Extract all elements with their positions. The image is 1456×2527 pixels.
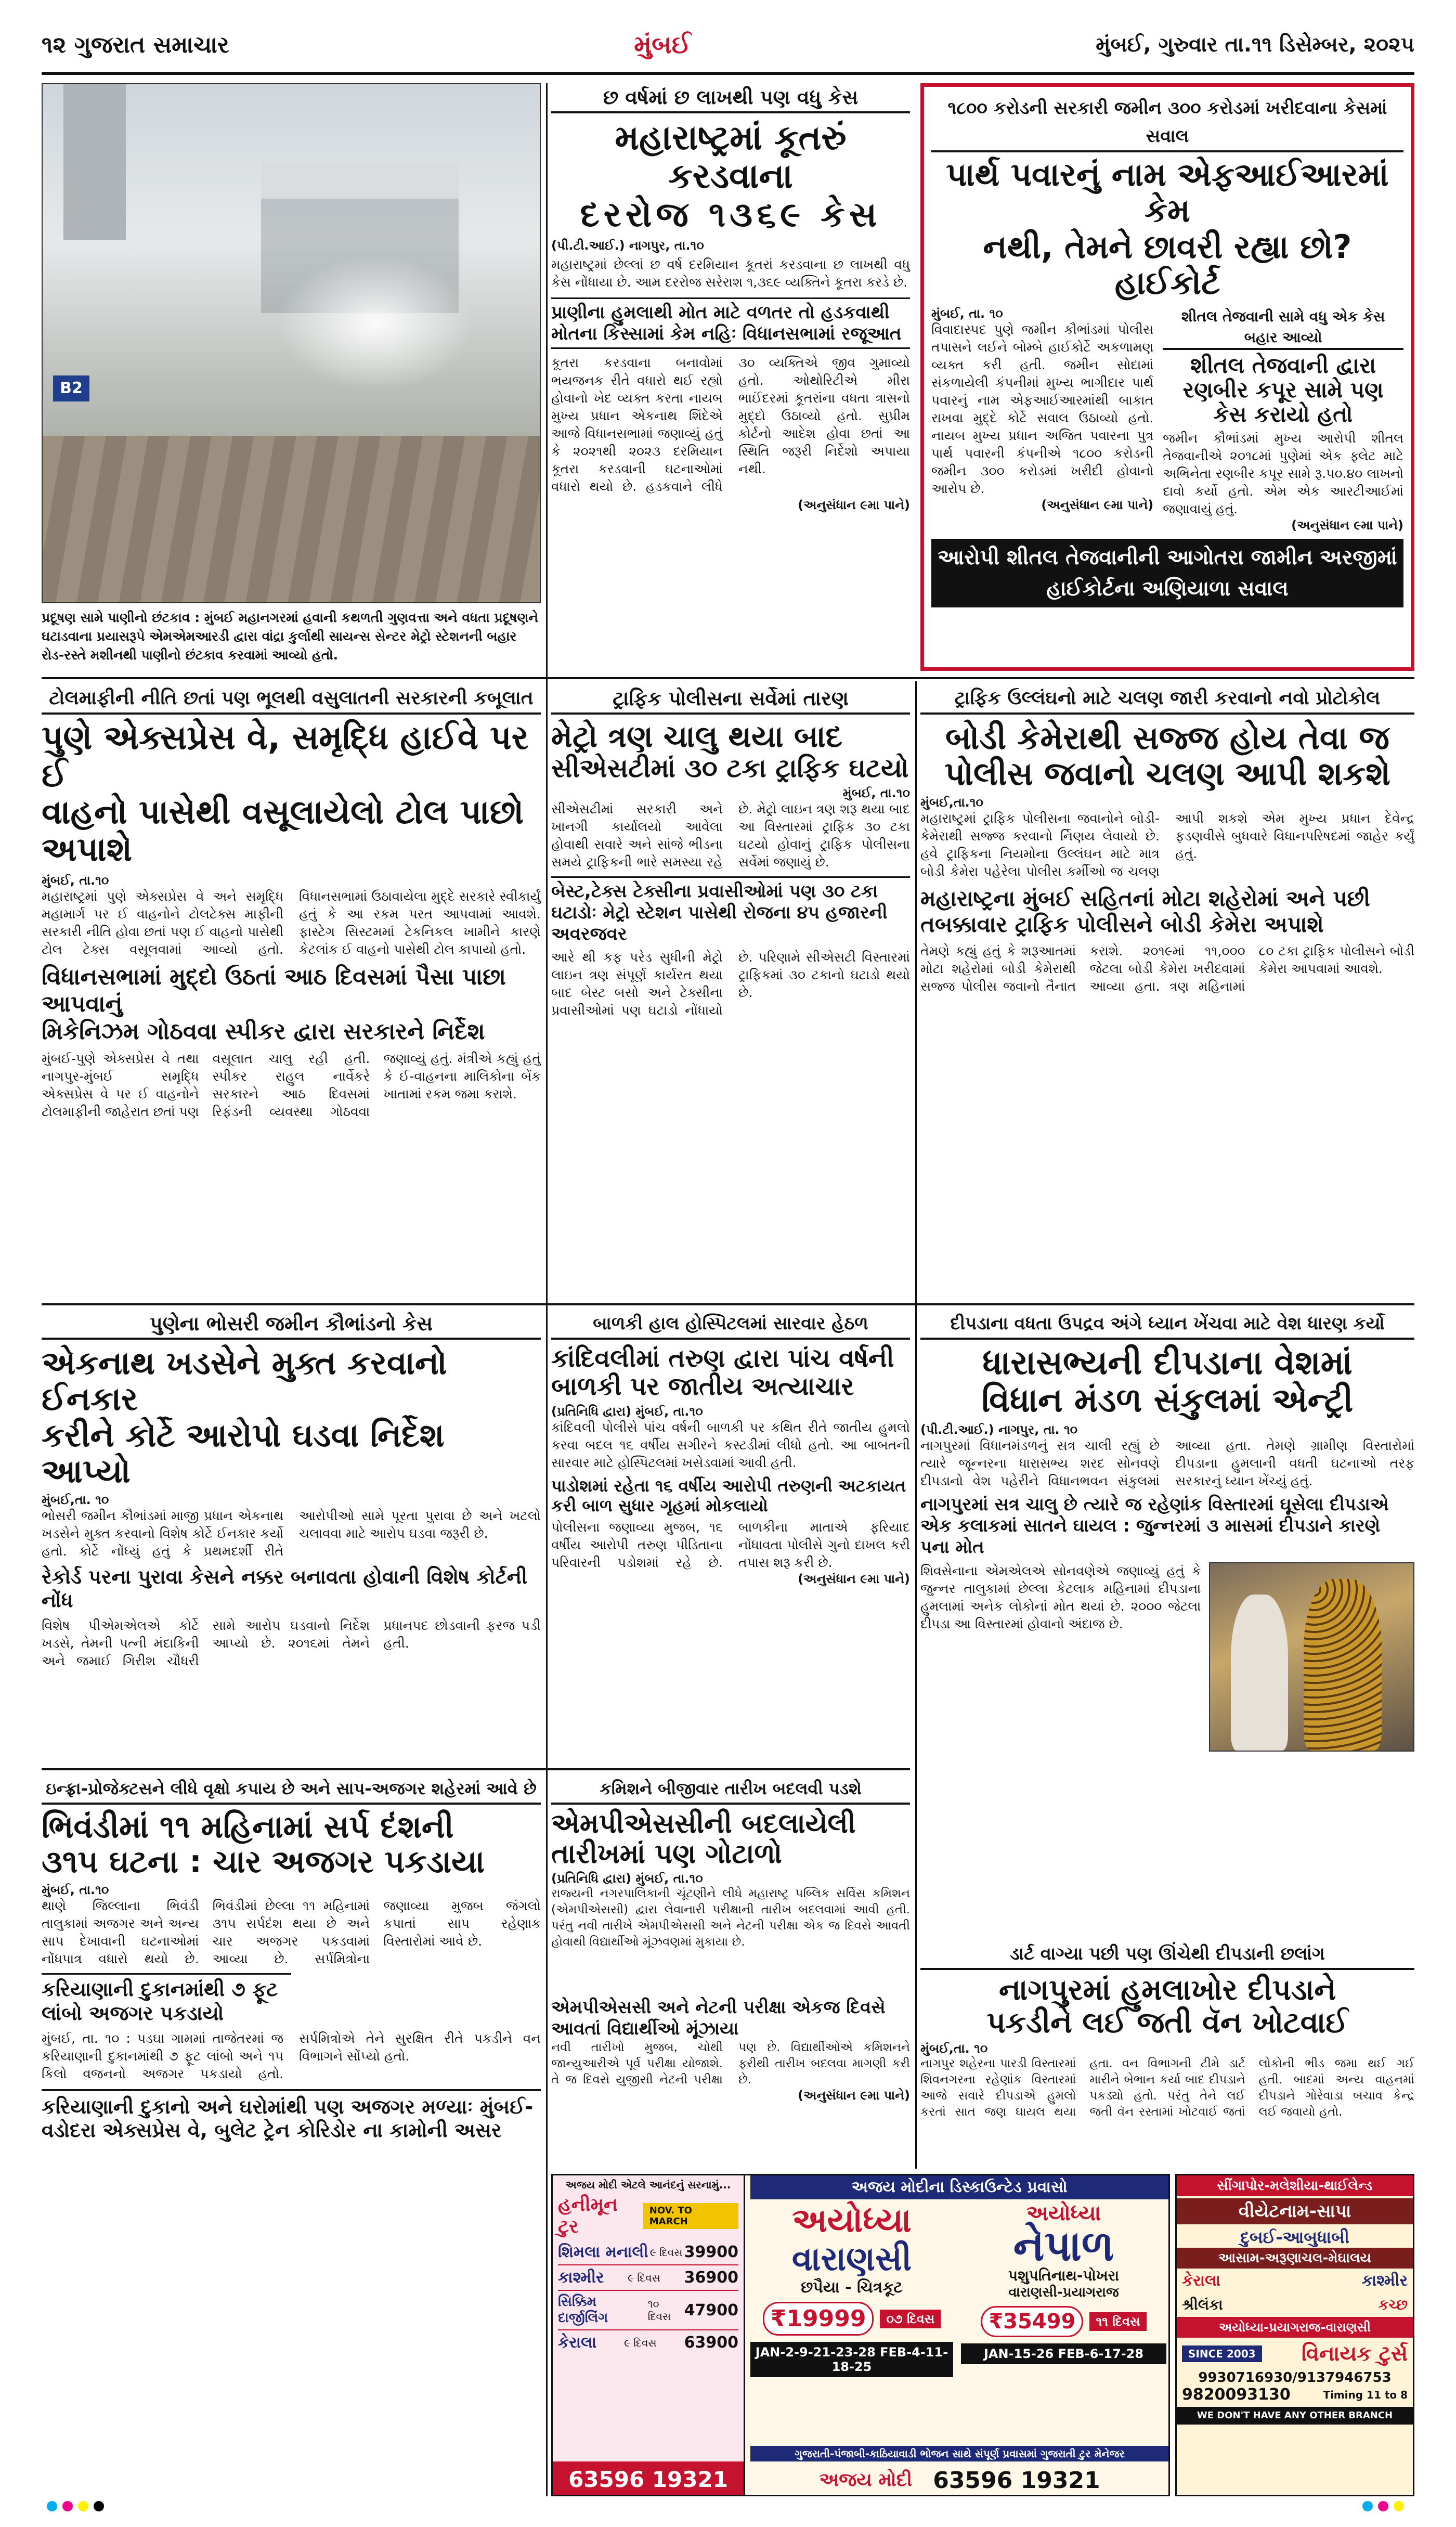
package-title: વારાણસી: [791, 2240, 912, 2278]
subhead: પ્રાણીના હુમલાથી મોત માટે વળતર તો હડકવાથી મોતના કિસ્સામાં કેમ નહિઃ વિધાનસભામાં રજૂઆત: [551, 297, 910, 349]
headline: પોલીસ જવાનો ચલણ આપી શકશે: [944, 755, 1390, 793]
road-sign: B2: [53, 375, 89, 401]
ad-destination: સીંગાપોર-મલેશીયા-થાઈલેન્ડ: [1177, 2175, 1413, 2196]
ad-destination: આસામ-અરૂણાચલ-મેઘાલય: [1177, 2248, 1413, 2269]
registration-dot: [1394, 2501, 1404, 2511]
headline: વાહનો પાસેથી વસૂલાયેલો ટોલ પાછો અપાશે: [42, 793, 524, 870]
subhead: એમપીએસસી અને નેટની પરીક્ષા એકજ દિવસે આવતાં વિદ્યાર્થીઓ મૂંઝાયા: [551, 1997, 886, 2039]
section-title: મુંબઈ: [634, 30, 691, 59]
subhead: કરિયાણાની દુકાનમાંથી ૭ ફૂટ લાંબો અજગર પકડાયો: [42, 1973, 291, 2025]
package-title: અયોધ્યા: [1026, 2201, 1101, 2225]
story-dog-bites: [551, 83, 910, 671]
tour-days: ૧૦ દિવસ: [647, 2298, 671, 2323]
sub-kicker: શીતલ તેજવાની સામે વધુ એક કેસ બહાર આવ્યો: [1163, 306, 1403, 350]
tour-days: ૯ દિવસ: [628, 2271, 660, 2284]
sub-body-text: જમીન કૌભાંડમાં મુખ્ય આરોપી શીતલ તેજવાનીએ ૨૦૧૮માં પુણેમાં એક ફ્લેટ માટે અભિનેતા રણબીર કપૂર સામે રૂ.૫૦.૪૦ લાખનો દાવો કર્યો હતો. એમ એક આરટીઆઈમાં જણાવાયું હતું.: [1163, 430, 1403, 516]
tour-name: સિક્કિમ દાર્જીલિંગ: [558, 2294, 608, 2326]
story-khadse: [42, 1310, 541, 1762]
headline: એમપીએસસીની બદલાયેલી: [551, 1808, 856, 1839]
byline: મુંબઈ,તા. ૧૦: [920, 2041, 988, 2056]
kicker: ટ્રાફિક ઉલ્લંઘનો માટે ચલણ જારી કરવાનો નવો પ્રોટોકોલ: [920, 684, 1414, 715]
tour-price: 47900: [684, 2301, 738, 2319]
photo-water-sprinkling: [42, 83, 541, 603]
byline: (પી.ટી.આઈ.) નાગપુર, તા. ૧૦: [920, 1422, 1078, 1437]
row-rule: [42, 1768, 910, 1770]
ad-phone: 63596 19321: [553, 2461, 744, 2496]
ad-destination: કેરાલા: [1182, 2272, 1221, 2290]
tour-days: ૯ દિવસ: [624, 2336, 657, 2349]
byline: (પ્રતિનિધિ દ્વારા) મુંબઈ, તા.૧૦: [551, 1871, 703, 1886]
body-text: મહારાષ્ટ્રમાં ટ્રાફિક પોલીસના જવાનોને બોડી-કેમેરાથી સજ્જ કરવાનો ર્નિણય લેવાયો છે. હવે ટ્રાફિકના નિયમોના ઉલ્લંઘન માટે માત્ર બોડી કેમેરા પહેરેલા પોલીસ કર્મીઓ જ ચલણ આપી શકશે એમ મુખ્ય પ્રધાન દેવેન્દ્ર ફડણવીસે બુધવારે વિધાનપરિષદમાં જાહેર કર્યું હતું.: [920, 810, 1414, 879]
kicker: દીપડાના વધતા ઉપદ્રવ અંગે ધ્યાન ખેંચવા માટે વેશ ધારણ કર્યો: [920, 1310, 1414, 1340]
headline: કાંદિવલીમાં તરુણ દ્વારા પાંચ વર્ષની: [551, 1344, 894, 1373]
headline: કરીને કોર્ટે આરોપો ઘડવા નિર્દેશ આપ્યો: [42, 1416, 445, 1491]
story-mpsc-continued: [551, 1997, 910, 2122]
leopard-costume-shape: [1304, 1579, 1382, 1751]
body-text: વિશેષ પીએમએલએ કોર્ટે ખડસે, તેમની પત્ની મંદાકિની અને જમાઈ ગિરીશ ચૌધરી સામે આરોપ ઘડવાનો નિર્દેશ આપ્યો છે. ૨૦૧૬માં તેમને પ્રધાનપદ છોડવાની ફરજ પડી હતી.: [42, 1617, 541, 1668]
page-number: ૧૨ ગુજરાત સમાચાર: [42, 31, 229, 58]
package-title: અયોધ્યા: [792, 2201, 912, 2240]
honeymoon-title: હનીમૂન ટુર: [558, 2194, 618, 2237]
headline: દરરોજ ૧૩૬૯ કેસ: [580, 194, 881, 235]
tour-price: 39900: [684, 2243, 738, 2261]
person-shape: [1231, 1595, 1288, 1751]
registration-dot: [1362, 2501, 1373, 2511]
kicker: ઇન્ફ્રા-પ્રોજેક્ટસને લીધે વૃક્ષો કપાય છે અને સાપ-અજગર શહેરમાં આવે છે: [42, 1774, 541, 1805]
body-text: થાણે જિલ્લાના ભિવંડી તાલુકામાં અજગર અને અન્ય સાપ દેખાવાની ઘટનાઓમાં નોંધપાત્ર વધારો થયો છે. ભિવંડીમાં છેલ્લા ૧૧ મહિનામાં ૩૧૫ સર્પદંશ થયા છે અને ચાર અજગર પકડવામાં આવ્યા છે. સર્પમિત્રોના જણાવ્યા મુજબ જંગલો કપાતાં સાપ રહેણાક વિસ્તારોમાં આવે છે.: [42, 1898, 541, 1967]
tour-days: ૯ દિવસ: [649, 2246, 683, 2259]
headline: એકનાથ ખડસેને મુક્ત કરવાનો ઈનકાર: [42, 1344, 447, 1418]
headline: મહારાષ્ટ્રમાં કૂતરું કરડવાના: [615, 118, 847, 196]
tour-name: કાશ્મીર: [558, 2269, 604, 2287]
kicker: ૧૮૦૦ કરોડની સરકારી જમીન ૩૦૦ કરોડમાં ખરીદવાના કેસમાં સવાલ: [931, 94, 1403, 152]
footer-headline: કરિયાણાની દુકાનો અને ઘરોમાંથી પણ અજગર મળ્યાઃ મુંબઈ-વડોદરા એક્સપ્રેસ વે, બુલેટ ટ્રેન કોરિડોર ના કામોની અસર: [42, 2089, 541, 2143]
story-bhiwandi-snakes: [42, 1774, 541, 2497]
kicker: ડાર્ટ વાગ્યા પછી પણ ઊંચેથી દીપડાની છલાંગ: [920, 1940, 1414, 1970]
masthead: [42, 21, 1414, 69]
ad-destination: અયોધ્યા-પ્રયાગરાજ-વારાણસી: [1177, 2317, 1413, 2338]
body-text: કાંદિવલી પોલીસે પાંચ વર્ષની બાળકી પર કથિત રીતે જાતીય હુમલો કરવા બદલ ૧૬ વર્ષીય સગીરને કસ્ટડીમાં લીધો હતો. આ બાબતની સારવાર માટે હોસ્પિટલમાં ખસેડવામાં આવી હતી.: [551, 1419, 910, 1470]
story-leopard-mla: [920, 1310, 1414, 1934]
column-rule: [546, 83, 548, 2496]
kicker: છ વર્ષમાં છ લાખથી પણ વધુ કેસ: [551, 83, 910, 113]
honeymoon-dates: NOV. TO MARCH: [643, 2203, 738, 2229]
column-rule: [915, 681, 917, 2169]
tour-price: 36900: [684, 2269, 738, 2287]
headline: પુણે એક્સપ્રેસ વે, સમૃદ્ધિ હાઈવે પર ઈ: [42, 719, 529, 795]
byline: મુંબઈ,તા.૧૦: [920, 795, 983, 810]
headline: પકડીને લઈ જતી વૅન ખોટવાઈ: [986, 2005, 1348, 2040]
package-dates: JAN-15-26 FEB-6-17-28: [961, 2343, 1166, 2364]
body-text: નાગપુરમાં વિધાનમંડળનું સત્ર ચાલી રહ્યું છે ત્યારે જૂન્નરના ધારાસભ્ય શરદ સોનવણે દીપડાનો વેશ પહેરીને વિધાનભવન સંકુલમાં આવ્યા હતા. તેમણે ગ્રામીણ વિસ્તારોમાં દીપડાના હુમલાની વધતી ઘટનાઓ તરફ સરકારનું ધ્યાન ખેંચ્યું હતું.: [920, 1438, 1414, 1489]
subhead: નાગપુરમાં સત્ર ચાલુ છે ત્યારે જ રહેણાંક વિસ્તારમાં ઘૂસેલા દીપડાએ એક કલાકમાં સાતને ઘાયલ : જુન્નરમાં ૩ માસમાં દીપડાને કારણે પના મોત: [920, 1494, 1389, 1558]
byline: (પી.ટી.આઈ.) નાગપુર, તા.૧૦: [551, 238, 704, 253]
continued-label: (અનુસંધાન ૯મા પાને): [798, 498, 910, 513]
package-days: ૦૭ દિવસ: [880, 2310, 941, 2328]
story-nagpur-leopard-van: [920, 1940, 1414, 2169]
body-text: મુંબઈ-પુણે એક્સપ્રેસ વે તથા નાગપુર-મુંબઈ સમૃદ્ધિ એક્સપ્રેસ વે પર ઈ વાહનોને ટોલમાફીની જાહેરાત છતાં પણ વસૂલાત ચાલુ રહી હતી. સ્પીકર રાહુલ નાર્વેકરે સરકારને આઠ દિવસમાં રિફંડની વ્યવસ્થા ગોઠવવા જણાવ્યું હતું. મંત્રીએ કહ્યું હતું કે ઈ-વાહનના માલિકોના બેંક ખાતામાં રકમ જમા કરાશે.: [42, 1051, 541, 1120]
ad-ayodhya-package: [750, 2201, 953, 2441]
body-text: તેમણે કહ્યું હતું કે શરૂઆતમાં મોટા શહેરોમાં બોડી કેમેરાથી સજ્જ પોલીસ જવાનો તૈનાત કરાશે. ૨૦૧૯માં ૧૧,૦૦૦ જેટલા બોડી કેમેરા ખરીદવામાં આવ્યા હતા. ત્રણ મહિનામાં ૮૦ ટકા ટ્રાફિક પોલીસને બોડી કેમેરા આપવામાં આવશે.: [920, 943, 1414, 994]
building-shape: [63, 84, 126, 240]
headline: બોડી કેમેરાથી સજ્જ હોય તેવા જ: [945, 719, 1389, 757]
masthead-rule: [42, 72, 1414, 75]
ad-destination: શ્રીલંકા: [1182, 2296, 1223, 2313]
row-rule: [42, 677, 1414, 679]
subhead: રેકોર્ડ પરના પુરાવા કેસને નક્કર બનાવતા હોવાની વિશેષ કોર્ટની નોંધ: [42, 1565, 527, 1612]
photo-mla-in-leopard-costume: [1209, 1562, 1414, 1752]
registration-dot: [78, 2501, 88, 2511]
ad-timing: Timing 11 to 8: [1323, 2388, 1408, 2401]
registration-dot: [1378, 2501, 1388, 2511]
ad-footer-note: ગુજરાતી-પંજાબી-કાઠિયાવાડી ભોજન સાથે સંપૂર્ણ પ્રવાસમાં ગુજરાતી ટુર મેનેજર: [750, 2446, 1169, 2461]
story-metro-traffic: [551, 684, 910, 1298]
byline: મુંબઈ,તા. ૧૦: [42, 1492, 109, 1507]
tour-price: 63900: [684, 2334, 738, 2352]
ad-nepal-package: [961, 2201, 1166, 2441]
headline: નાગપુરમાં હુમલાખોર દીપડાને: [998, 1973, 1336, 2007]
continued-label: (અનુસંધાન ૯મા પાને): [1291, 517, 1403, 533]
registration-dot: [94, 2501, 104, 2511]
headline: મેટ્રો ત્રણ ચાલુ થયા બાદ: [551, 719, 843, 754]
subhead: મિકેનિઝમ ગોઠવવા સ્પીકર દ્વારા સરકારને નિર્દેશ: [42, 1018, 485, 1045]
package-days: ૧૧ દિવસ: [1089, 2312, 1146, 2331]
ad-honeymoon-panel: [553, 2175, 745, 2496]
package-subtitle: પશુપતિનાથ-પોખરા: [1008, 2267, 1120, 2284]
body-text: નવી તારીખો મુજબ, ચોથી જાન્યુઆરીએ પૂર્વ પરીક્ષા યોજાશે. તે જ દિવસે યુજીસી નેટની પરીક્ષા પણ છે. વિદ્યાર્થીઓએ કમિશનને ફરીથી તારીખ બદલવા માગણી કરી છે.: [551, 2040, 910, 2087]
ad-destination: કચ્છ: [1378, 2296, 1408, 2313]
body-text: ભોસરી જમીન કૌભાંડમાં માજી પ્રધાન એકનાથ ખડસેને મુક્ત કરવાનો વિશેષ કોર્ટે ઈનકાર કર્યો હતો. કોર્ટે નોંધ્યું હતું કે પ્રથમદર્શી રીતે આરોપીઓ સામે પૂરતા પુરાવા છે અને ખટલો ચલાવવા માટે આરોપ ઘડવા જરૂરી છે.: [42, 1508, 541, 1559]
ad-destination: દુબઈ-આબુધાબી: [1240, 2227, 1349, 2247]
ad-destination: વીયેટનામ-સાપા: [1177, 2198, 1413, 2224]
headline: વિધાન મંડળ સંકુલમાં એન્ટ્રી: [981, 1381, 1354, 1420]
package-subtitle: છપૈયા - ચિત્રકૂટ: [801, 2278, 903, 2297]
ad-strip: અજય મોદીના ડિસ્કાઉન્ટેડ પ્રવાસો: [750, 2175, 1168, 2199]
story-mpsc: [551, 1774, 910, 1993]
subhead: વિધાનસભામાં મુદ્દો ઉઠતાં આઠ દિવસમાં પૈસા પાછા આપવાનું: [42, 963, 506, 1018]
package-price: ₹35499: [981, 2306, 1083, 2337]
kicker: કમિશને બીજીવાર તારીખ બદલવી પડશે: [551, 1774, 910, 1805]
ad-tagline: WE DON'T HAVE ANY OTHER BRANCH: [1177, 2407, 1413, 2425]
headline: તારીખમાં પણ ગોટાળો: [551, 1838, 782, 1870]
body-text: નાગપુર શહેરના પારડી વિસ્તારમાં શિવનગરના રહેણાંક વિસ્તારમાં આજે સવારે દીપડાએ હુમલો કરતાં સાત જણ ઘાયલ થયા હતા. વન વિભાગની ટીમે ડાર્ટ મારીને બેભાન કર્યા બાદ દીપડાને પકડ્યો હતો. પરંતુ તેને લઈ જતી વૅન રસ્તામાં ખોટવાઈ જતાં લોકોની ભીડ જમા થઈ ગઈ હતી. બાદમાં અન્ય વાહનમાં દીપડાને ગોરેવાડા બચાવ કેન્દ્ર લઈ જવાયો હતો.: [920, 2057, 1414, 2119]
ad-phone: 9820093130: [1182, 2386, 1291, 2404]
registration-dot: [47, 2501, 57, 2511]
byline: મુંબઈ, તા.૧૦: [42, 1883, 109, 1898]
water-mist-shape: [277, 256, 474, 391]
continued-label: (અનુસંધાન ૯મા પાને): [798, 1572, 910, 1587]
ad-phone: 63596 19321: [933, 2467, 1100, 2494]
headline: પાર્થ પવારનું નામ એફઆઈઆરમાં કેમ: [946, 155, 1389, 230]
headline: ધારાસભ્યની દીપડાના વેશમાં: [982, 1344, 1353, 1382]
body-text: મુંબઈ, તા. ૧૦ : પડઘા ગામમાં તાજેતરમાં જ કરિયાણાની દુકાનમાંથી ૭ ફૂટ લાંબો અને ૧૫ કિલો વજનનો અજગર પકડાયો હતો. સર્પમિત્રોએ તેને સુરક્ષિત રીતે પકડીને વન વિભાગને સોંપ્યો હતો.: [42, 2030, 541, 2081]
kicker: ટોલમાફીની નીતિ છતાં પણ ભૂલથી વસુલાતની સરકારની કબૂલાત: [42, 684, 541, 715]
headline: ભિવંડીમાં ૧૧ મહિનામાં સર્પ દંશની: [42, 1809, 454, 1845]
kicker: ટ્રાફિક પોલીસના સર્વેમાં તારણ: [551, 684, 910, 715]
ad-brand: વિનાયક ટુર્સ: [1301, 2342, 1408, 2366]
ad-contact-name: અજય મોદી: [819, 2469, 913, 2491]
package-dates: JAN-2-9-21-23-28 FEB-4-11-18-25: [750, 2342, 953, 2377]
issue-date: મુંબઈ, ગુરુવાર તા.૧૧ ડિસેમ્બર, ૨૦૨૫: [1096, 33, 1414, 57]
body-text: રાજ્યની નગરપાલિકાની ચૂંટણીને લીધે મહારાષ્ટ્ર પબ્લિક સર્વિસ કમિશન (એમપીએસસી) દ્વારા લેવાનારી પરીક્ષાની તારીખ બદલવામાં આવી હતી. પરંતુ નવી તારીખે એમપીએસસી અને નેટની પરીક્ષા એક જ દિવસે આવતી હોવાથી વિદ્યાર્થીઓ મૂંઝવણમાં મુકાયા છે.: [551, 1887, 910, 1949]
package-title: નેપાળ: [1013, 2222, 1114, 2270]
photo-caption: પ્રદૂષણ સામે પાણીનો છંટકાવ : મુંબઈ મહાનગરમાં હવાની કથળતી ગુણવત્તા અને વધતા પ્રદૂષણને ઘટાડવાના પ્રયાસરૂપે એમએમઆરડી દ્વારા વાંદ્રા કુર્લાથી સાયન્સ સેન્ટર મેટ્રો સ્ટેશનની બહાર રોડ-રસ્તે મશીનથી પાણીનો છંટકાવ કરવામાં આવ્યો હતો.: [42, 610, 539, 663]
body-text: વિવાદાસ્પદ પુણે જમીન કૌભાંડમાં પોલીસ તપાસને લઈને બોમ્બે હાઈકોર્ટે અકળામણ વ્યક્ત કરી હતી. જમીન સોદામાં સંકળાયેલી કંપનીમાં મુખ્ય ભાગીદાર પાર્થ પવારનું નામ એફઆઈઆરમાંથી બાકાત રાખવા મુદ્દે કોર્ટે સવાલ ઉઠાવ્યો હતો. નાયબ મુખ્ય પ્રધાન અજિત પવારના પુત્ર પાર્થ પવારની કંપનીએ ૧૮૦૦ કરોડની જમીન ૩૦૦ કરોડમાં ખરીદી હોવાનો આરોપ છે.: [931, 321, 1154, 496]
continued-label: (અનુસંધાન ૯મા પાને): [1041, 497, 1154, 512]
kicker: પુણેના ભોસરી જમીન કૌભાંડનો કેસ: [42, 1310, 541, 1340]
headline: સીએસટીમાં ૩૦ ટકા ટ્રાફિક ઘટયો: [551, 753, 909, 783]
sub-headline: શીતલ તેજવાની દ્વારા રણબીર કપૂર સામે પણ કેસ કરાયો હતો: [1182, 352, 1384, 427]
continued-label: (અનુસંધાન ૯મા પાને): [798, 2088, 910, 2103]
body-text: શિવસેનાના એમએલએ સોનવણેએ જણાવ્યું હતું કે જુન્નર તાલુકામાં છેલ્લા કેટલાક મહિનામાં દીપડાના હુમલામાં અનેક લોકોનાં મોત થયાં છે. ૨૦૦૦ જેટલા દીપડા આ વિસ્તારમાં હોવાનો અંદાજ છે.: [920, 1563, 1201, 1631]
body-text: કૂતરા કરડવાના બનાવોમાં ભયજનક રીતે વધારો થઈ રહ્યો હોવાનો ખેદ વ્યક્ત કરતા નાયબ મુખ્ય પ્રધાન એકનાથ શિંદેએ આજે વિધાનસભામાં જણાવ્યું હતું કે ૨૦૨૧થી ૨૦૨૩ દરમિયાન કૂતરા કરડવાની ઘટનાઓમાં વધારો થયો છે. હડકવાને લીધે ૩૦ વ્યક્તિએ જીવ ગુમાવ્યો હતો. ઓથોરિટીએ મીરા ભાઈંદરમાં કૂતરાંના વધતા ત્રાસનો મુદ્દો ઉઠાવ્યો હતો. સુપ્રીમ કોર્ટનો આદેશ હોવા છતાં આ સ્થિતિ જરૂરી નિર્દેશો અપાયા નથી.: [551, 355, 910, 495]
ad-destination: કાશ્મીર: [1361, 2272, 1408, 2290]
intro-text: મહારાષ્ટ્રમાં છેલ્લાં છ વર્ષ દરમિયાન કૂતરાં કરડવાના છ લાખથી વધુ કેસ નોંધાયા છે. આમ દરરોજ સરેરાશ ૧,૩૬૯ વ્યક્તિને કૂતરા કરડે છે.: [551, 256, 910, 290]
ad-tagline: અજય મોદી એટલે આનંદનું સરનામું...: [565, 2179, 731, 2191]
footer-headline: આરોપી શીતલ તેજવાનીની આગોતરા જામીન અરજીમાં હાઈકોર્ટના અણિયાળા સવાલ: [931, 539, 1403, 607]
story-kandivali: [551, 1310, 910, 1762]
ad-ajay-modi-tours: [551, 2174, 1170, 2496]
ad-vinayak-tours: [1175, 2174, 1414, 2496]
byline: મુંબઈ, તા.૧૦: [42, 873, 109, 888]
road-shape: [43, 436, 540, 602]
tour-name: શિમલા મનાલી: [558, 2243, 648, 2261]
tour-name: કેરાલા: [558, 2334, 597, 2352]
subhead: પાડોશમાં રહેતા ૧૬ વર્ષીય આરોપી તરુણની અટકાયત કરી બાળ સુધાર ગૃહમાં મોકલાયો: [551, 1475, 906, 1515]
package-subtitle: વારાણસી-પ્રયાગરાજ: [1008, 2285, 1119, 2300]
ad-phone: 9930716930/9137946753: [1198, 2370, 1392, 2386]
package-price: ₹19999: [763, 2302, 874, 2336]
headline: ૩૧૫ ઘટના : ચાર અજગર પકડાયા: [42, 1844, 485, 1881]
body-text: પોલીસના જણાવ્યા મુજબ, ૧૬ વર્ષીય આરોપી તરુણ પીડિતાના પરિવારની પડોશમાં રહે છે. બાળકીના માતાએ ફરિયાદ નોંધાવતા પોલીસે ગુનો દાખલ કરી તપાસ શરૂ કરી છે.: [551, 1520, 910, 1571]
kicker: બાળકી હાલ હોસ્પિટલમાં સારવાર હેઠળ: [551, 1310, 910, 1340]
byline: મુંબઈ, તા.૧૦: [842, 785, 910, 800]
row-rule: [42, 1303, 1414, 1305]
byline: મુંબઈ, તા. ૧૦: [931, 306, 1003, 321]
body-text: મહારાષ્ટ્રમાં પુણે એક્સપ્રેસ વે અને સમૃદ્ધિ મહામાર્ગ પર ઈ વાહનોને ટોલટેક્સ માફીની સરકારી નીતિ હોવા છતાં પણ ઈ વાહનો પાસેથી ટોલ ટેક્સ વસૂલવામાં આવ્યો હતો. વિધાનસભામાં ઉઠાવાયેલા મુદ્દે સરકારે સ્વીકાર્યું હતું કે આ રકમ પરત આપવામાં આવશે. ફાસ્ટેગ સિસ્ટમમાં ટેકનિકલ ખામીને કારણે કેટલાંક ઈ વાહનો પાસેથી ટોલ કાપાયો હતો.: [42, 888, 541, 957]
byline: (પ્રતિનિધિ દ્વારા) મુંબઈ, તા.૧૦: [551, 1404, 703, 1419]
headline: બાળકી પર જાતીય અત્યાચાર: [551, 1371, 854, 1401]
registration-dot: [62, 2501, 73, 2511]
ad-since: SINCE 2003: [1182, 2345, 1262, 2362]
story-ev-toll: [42, 684, 541, 1298]
subhead: મહારાષ્ટ્રના મુંબઈ સહિતનાં મોટા શહેરોમાં અને પછી તબક્કાવાર ટ્રાફિક પોલીસને બોડી કેમેરા અપાશે: [920, 885, 1371, 938]
headline: નથી, તેમને છાવરી રહ્યા છો? હાઈકોર્ટ: [983, 227, 1352, 302]
subhead: બેસ્ટ,ટેક્સ ટેક્સીના પ્રવાસીઓમાં પણ ૩૦ ટકા ઘટાડોઃ મેટ્રો સ્ટેશન પાસેથી રોજના ૪૫ હજારની અવરજવર: [551, 876, 910, 944]
story-body-cameras: [920, 684, 1414, 1298]
story-parth-pawar: [920, 83, 1414, 671]
body-text: સીએસટીમાં સરકારી અને ખાનગી કાર્યાલયો આવેલા હોવાથી સવારે અને સાંજે ભીડના સમયે ટ્રાફિકની ભારે સમસ્યા રહે છે. મેટ્રો લાઇન ત્રણ શરૂ થયા બાદ આ વિસ્તારમાં ટ્રાફિક ૩૦ ટકા ઘટયો હોવાનું ટ્રાફિક પોલીસના સર્વેમાં જણાયું છે.: [551, 801, 910, 870]
body-text: આરે થી કફ પરેડ સુધીની મેટ્રો લાઇન ત્રણ સંપૂર્ણ કાર્યરત થયા બાદ બેસ્ટ બસો અને ટેક્સીના પ્રવાસીઓમાં પણ ઘટાડો નોંધાયો છે. પરિણામે સીએસટી વિસ્તારમાં ટ્રાફિકમાં ૩૦ ટકાનો ઘટાડો થયો છે.: [551, 950, 910, 1018]
